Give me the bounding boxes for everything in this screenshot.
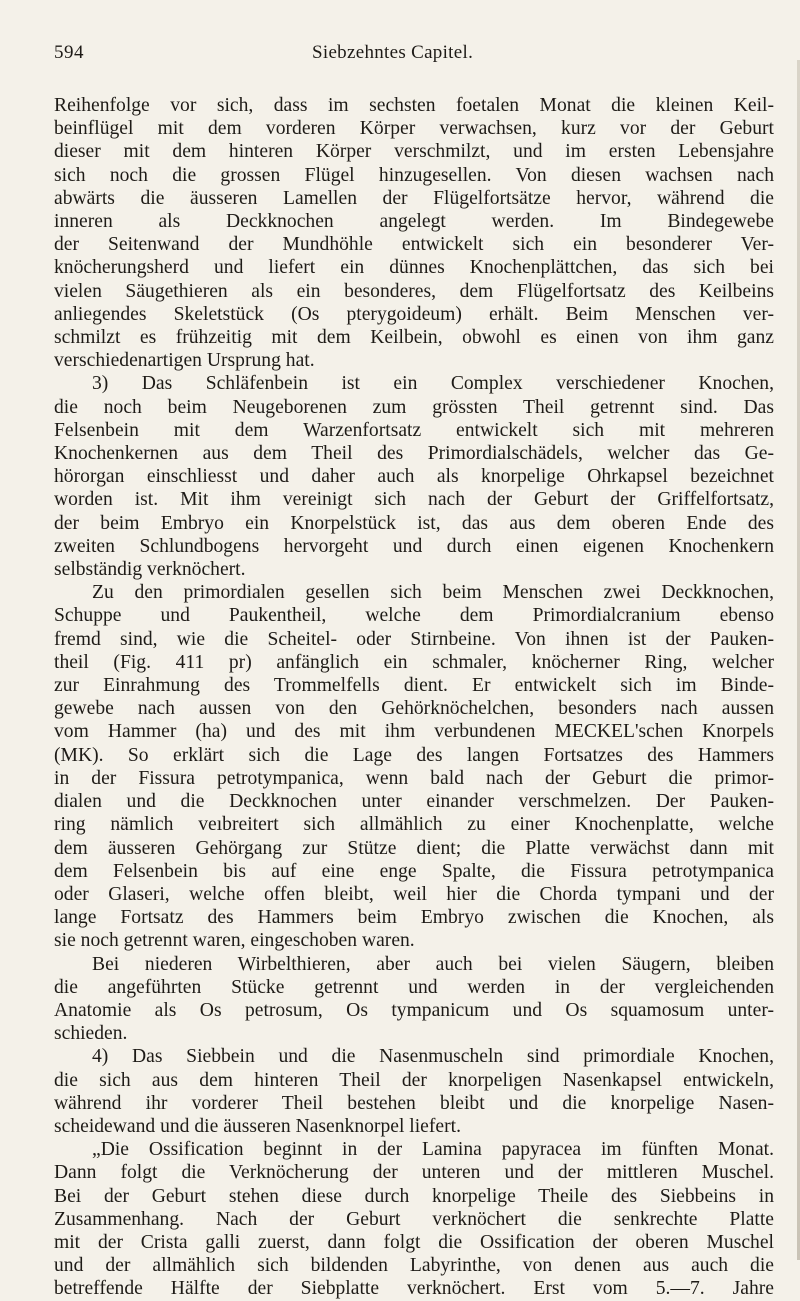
text-line: Zusammenhang. Nach der Geburt verknöchert die senkrechte Platte [54,1208,774,1230]
text-line: scheidewand und die äusseren Nasenknorpel liefert. [54,1115,461,1137]
chapter-title: Siebzehntes Capitel. [312,42,474,63]
text-line: schieden. [54,1023,128,1045]
text-line: fremd sind, wie die Scheitel- oder Stirnbeine. Von ihnen ist der Pauken- [54,628,774,650]
text-line: sich noch die grossen Flügel hinzugesellen. Von diesen wachsen nach [54,164,774,186]
text-line: Dann folgt die Verknöcherung der unteren und der mittleren Muschel. [54,1162,774,1184]
text-line: schmilzt es frühzeitig mit dem Keilbein, obwohl es einen von ihm ganz [54,327,774,349]
text-line: oder Glaseri, welche offen bleibt, weil hier die Chorda tympani und der [54,883,774,905]
text-line: 3) Das Schläfenbein ist ein Complex verschiedener Knochen, [92,373,774,395]
text-line: Felsenbein mit dem Warzenfortsatz entwickelt sich mit mehreren [54,419,774,441]
text-line: knöcherungsherd und liefert ein dünnes Knochenplättchen, das sich bei [54,257,774,279]
text-line: anliegendes Skeletstück (Os pterygoideum) erhält. Beim Menschen ver- [54,303,774,325]
text-line: worden ist. Mit ihm vereinigt sich nach der Geburt der Griffelfortsatz, [54,489,774,511]
text-line: zur Einrahmung des Trommelfells dient. Er entwickelt sich im Binde- [54,675,774,697]
text-line: inneren als Deckknochen angelegt werden. Im Bindegewebe [54,211,774,233]
text-line: in der Fissura petrotympanica, wenn bald nach der Geburt die primor- [54,767,774,789]
text-line: Reihenfolge vor sich, dass im sechsten foetalen Monat die kleinen Keil- [54,95,774,116]
text-line: vom Hammer (ha) und des mit ihm verbundenen MECKEL'schen Knorpels [54,721,774,743]
page-number: 594 [54,42,84,63]
text-line: dem äusseren Gehörgang zur Stütze dient; die Platte verwächst dann mit [54,837,774,859]
text-line: dieser mit dem hinteren Körper verschmilzt, und im ersten Lebensjahre [54,141,774,163]
text-line: der Seitenwand der Mundhöhle entwickelt sich ein besonderer Ver- [54,234,774,256]
text-line: Zu den primordialen gesellen sich beim Menschen zwei Deckknochen, [92,582,774,604]
text-line: die angeführten Stücke getrennt und werden in der vergleichenden [54,976,774,998]
text-line: mit der Crista galli zuerst, dann folgt die Ossification der oberen Muschel [54,1231,774,1253]
text-line: verschiedenartigen Ursprung hat. [54,350,315,372]
text-line: während ihr vorderer Theil bestehen bleibt und die knorpelige Nasen- [54,1092,774,1114]
text-line: selbständig verknöchert. [54,559,246,581]
text-line: beinflügel mit dem vorderen Körper verwachsen, kurz vor der Geburt [54,118,774,140]
text-line: Anatomie als Os petrosum, Os tympanicum und Os squamosum unter- [54,999,774,1021]
text-line: abwärts die äusseren Lamellen der Flügelfortsätze hervor, während die [54,187,774,209]
text-line: Knochenkernen aus dem Theil des Primordialschädels, welcher das Ge- [54,443,774,465]
text-line: der beim Embryo ein Knorpelstück ist, das aus dem oberen Ende des [54,512,774,534]
text-line: Schuppe und Paukentheil, welche dem Primordialcranium ebenso [54,605,774,627]
running-header [54,42,774,70]
text-line: die noch beim Neugeborenen zum grössten Theil getrennt sind. Das [54,396,774,418]
text-line: sie noch getrennt waren, eingeschoben waren. [54,930,415,952]
text-line: hörorgan einschliesst und daher auch als knorpelige Ohrkapsel bezeichnet [54,466,774,488]
text-line: (MK). So erklärt sich die Lage des langen Fortsatzes des Hammers [54,744,774,766]
text-line: theil (Fig. 411 pr) anfänglich ein schmaler, knöcherner Ring, welcher [54,651,774,673]
text-line: Bei der Geburt stehen diese durch knorpelige Theile des Siebbeins in [54,1185,774,1207]
text-line: dialen und die Deckknochen unter einander verschmelzen. Der Pauken- [54,791,774,813]
text-line: 4) Das Siebbein und die Nasenmuscheln sind primordiale Knochen, [92,1046,774,1068]
text-line: ring nämlich veıbreitert sich allmählich zu einer Knochenplatte, welche [54,814,774,836]
text-line: zweiten Schlundbogens hervorgeht und durch einen eigenen Knochenkern [54,535,774,557]
text-line: vielen Säugethieren als ein besonderes, dem Flügelfortsatz des Keilbeins [54,280,774,302]
text-line: lange Fortsatz des Hammers beim Embryo zwischen die Knochen, als [54,907,774,929]
text-line: „Die Ossification beginnt in der Lamina papyracea im fünften Monat. [92,1139,774,1161]
body-text [54,94,774,1301]
text-line: gewebe nach aussen von den Gehörknöchelchen, besonders nach aussen [54,698,774,720]
text-line: dem Felsenbein bis auf eine enge Spalte, die Fissura petrotympanica [54,860,774,882]
text-line: betreffende Hälfte der Siebplatte verknöchert. Erst vom 5.—7. Jahre [54,1278,774,1300]
text-line: und der allmählich sich bildenden Labyrinthe, von denen aus auch die [54,1255,774,1277]
text-line: die sich aus dem hinteren Theil der knorpeligen Nasenkapsel entwickeln, [54,1069,774,1091]
text-line: Bei niederen Wirbelthieren, aber auch bei vielen Säugern, bleiben [92,953,774,975]
